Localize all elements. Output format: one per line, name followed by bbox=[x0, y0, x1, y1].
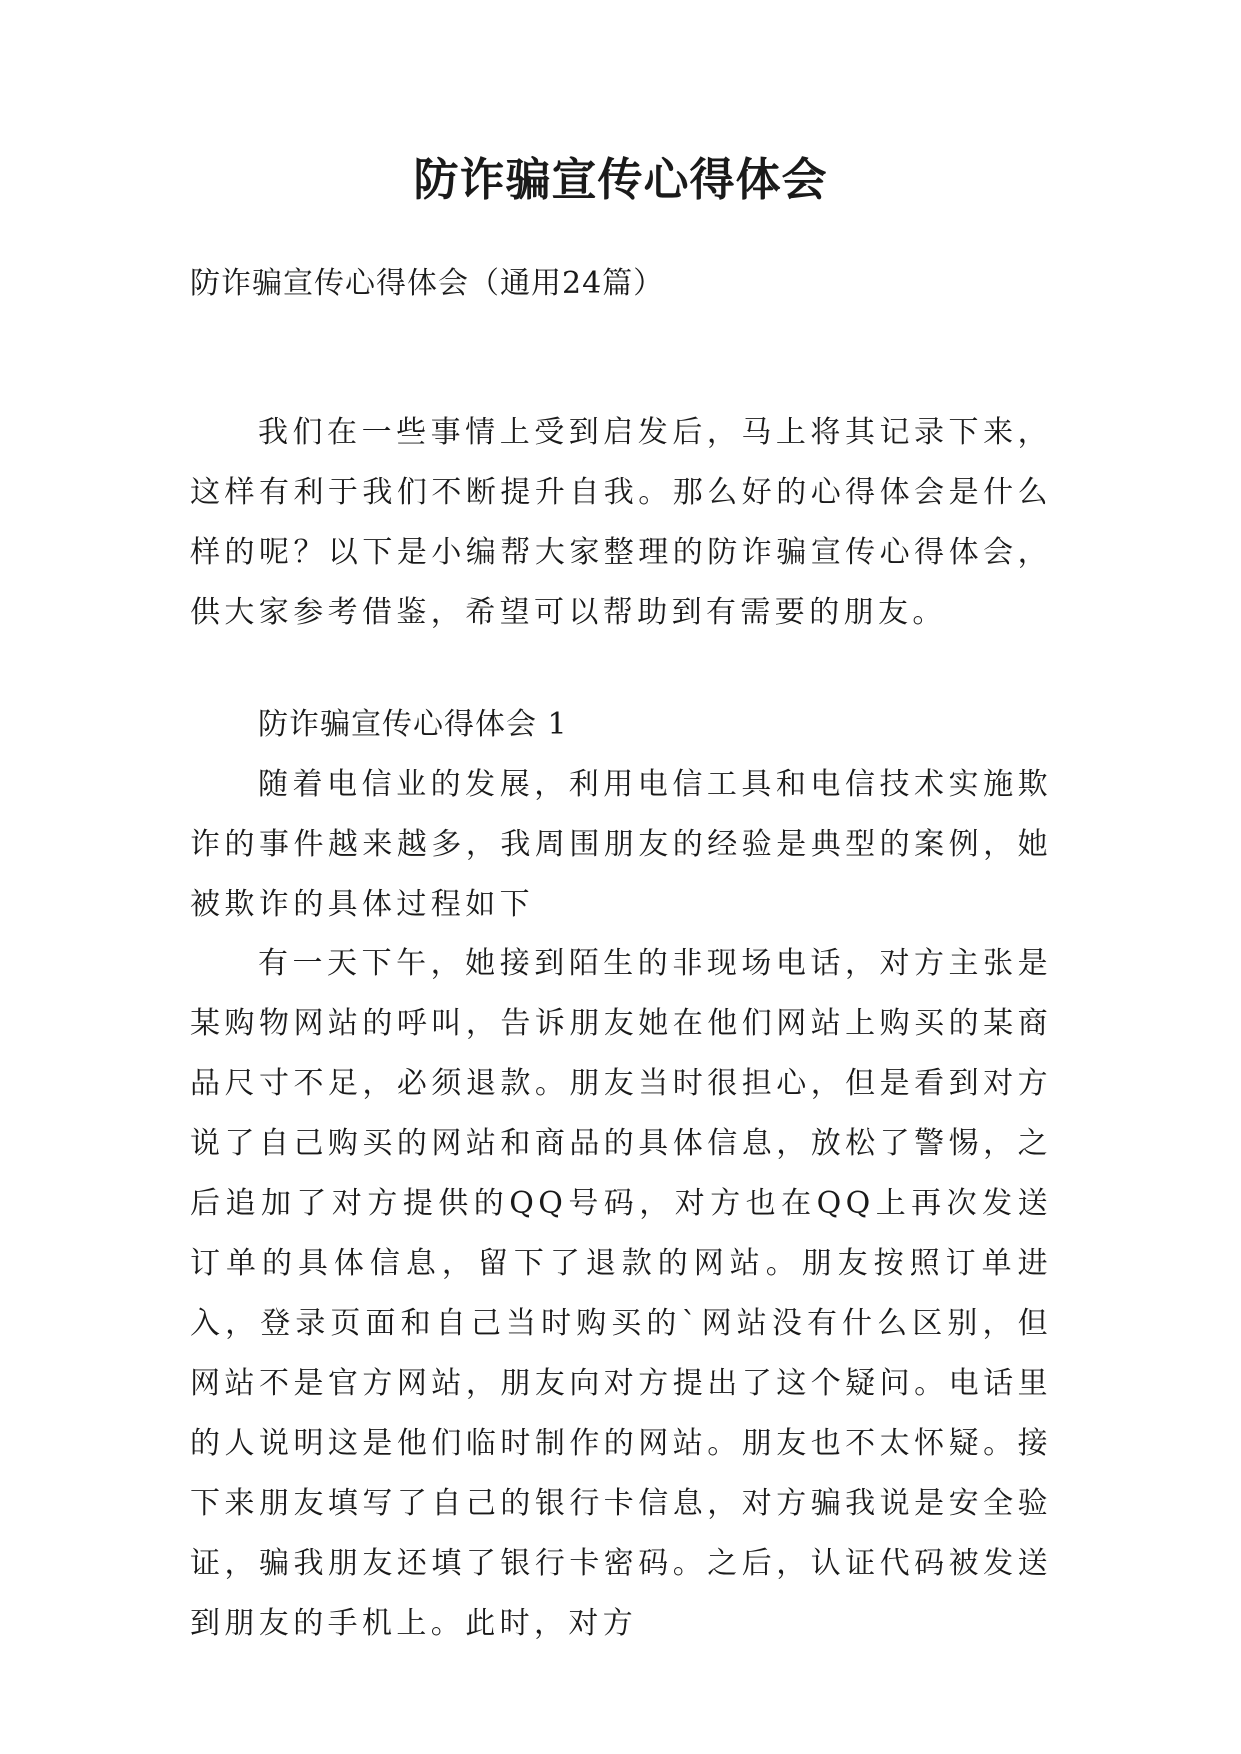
section-heading: 防诈骗宣传心得体会 1 bbox=[258, 707, 568, 742]
document-title: 防诈骗宣传心得体会 bbox=[413, 153, 828, 206]
body-paragraph-2: 有一天下午，她接到陌生的非现场电话，对方主张是某购物网站的呼叫，告诉朋友她在他们网站上购买的某商品尺寸不足，必须退款。朋友当时很担心，但是看到对方说了自己购买的网站和商品的具体信息，放松了警惕，之后追加了对方提供的QQ号码，对方也在QQ上再次发送订单的具体信息，留下了退款的网站。朋友按照订单进入，登录页面和自己当时购买的`网站没有什么区别，但网站不是官方网站，朋友向对方提出了这个疑问。电话里的人说明这是他们临时制作的网站。朋友也不太怀疑。接下来朋友填写了自己的银行卡信息，对方骗我说是安全验证，骗我朋友还填了银行卡密码。之后，认证代码被发送到朋友的手机上。此时，对方 bbox=[190, 946, 1052, 1641]
body-paragraph-1: 随着电信业的发展，利用电信工具和电信技术实施欺诈的事件越来越多，我周围朋友的经验是典型的案例，她被欺诈的具体过程如下 bbox=[190, 767, 1052, 922]
document-subtitle: 防诈骗宣传心得体会（通用24篇） bbox=[190, 266, 665, 301]
intro-paragraph: 我们在一些事情上受到启发后，马上将其记录下来，这样有利于我们不断提升自我。那么好的心得体会是什么样的呢？以下是小编帮大家整理的防诈骗宣传心得体会，供大家参考借鉴，希望可以帮助到有需要的朋友。 bbox=[190, 415, 1052, 630]
